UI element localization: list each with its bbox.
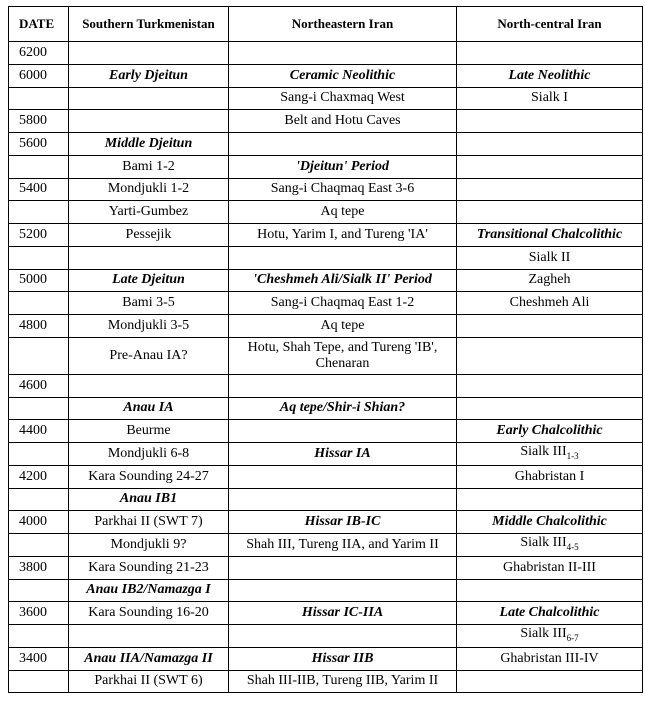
table-row: [9, 488, 643, 511]
southern-turkmenistan-cell-text: Middle Djeitun: [104, 135, 193, 151]
date-cell-text: 4000: [19, 514, 47, 530]
southern-turkmenistan-cell: [69, 337, 229, 374]
date-cell: [9, 110, 69, 133]
north-central-iran-cell: [457, 155, 643, 178]
northeastern-iran-cell: [229, 87, 457, 110]
northeastern-iran-cell: [229, 625, 457, 648]
north-central-iran-cell-text: Sialk III: [520, 625, 567, 641]
table-row: [9, 420, 643, 443]
southern-turkmenistan-cell-text: Anau IB1: [119, 491, 178, 507]
north-central-iran-cell: [457, 269, 643, 292]
date-cell: [9, 178, 69, 201]
northeastern-iran-cell-text: 'Cheshmeh Ali/Sialk II' Period: [253, 272, 432, 288]
southern-turkmenistan-cell: [69, 110, 229, 133]
southern-turkmenistan-cell-text: Mondjukli 3-5: [107, 317, 190, 333]
southern-turkmenistan-cell-text: Anau IIA/Namazga II: [84, 650, 213, 666]
northeastern-iran-cell: [229, 397, 457, 420]
southern-turkmenistan-cell: [69, 488, 229, 511]
north-central-iran-cell-text: Late Chalcolithic: [499, 605, 600, 621]
chronology-table: [8, 6, 643, 693]
table-row: [9, 155, 643, 178]
northeastern-iran-cell: [229, 647, 457, 670]
northeastern-iran-cell: [229, 133, 457, 156]
date-cell-text: 3800: [19, 559, 47, 575]
southern-turkmenistan-cell: [69, 133, 229, 156]
date-cell-text: 5200: [19, 226, 47, 242]
southern-turkmenistan-cell-text: Anau IA: [123, 400, 174, 416]
date-cell: [9, 42, 69, 65]
northeastern-iran-cell: [229, 64, 457, 87]
table-row: [9, 42, 643, 65]
northeastern-iran-cell: [229, 201, 457, 224]
northeastern-iran-cell: [229, 511, 457, 534]
northeastern-iran-cell: [229, 602, 457, 625]
southern-turkmenistan-cell: [69, 602, 229, 625]
table-row: [9, 443, 643, 466]
southern-turkmenistan-cell: [69, 465, 229, 488]
table-row: [9, 602, 643, 625]
date-cell: [9, 670, 69, 693]
north-central-iran-cell: [457, 337, 643, 374]
southern-turkmenistan-cell-text: Parkhai II (SWT 7): [94, 514, 203, 530]
table-row: [9, 556, 643, 579]
date-cell: [9, 488, 69, 511]
northeastern-iran-cell: [229, 42, 457, 65]
date-cell: [9, 647, 69, 670]
northeastern-iran-cell: [229, 315, 457, 338]
north-central-iran-cell: [457, 178, 643, 201]
table-row: [9, 110, 643, 133]
table-row: [9, 465, 643, 488]
north-central-iran-cell: [457, 465, 643, 488]
date-cell: [9, 133, 69, 156]
header-north-central-iran: North-central Iran: [457, 7, 643, 42]
northeastern-iran-cell: [229, 488, 457, 511]
southern-turkmenistan-cell-text: Pessejik: [125, 226, 172, 242]
table-row: [9, 337, 643, 374]
north-central-iran-cell-text: Transitional Chalcolithic: [476, 226, 623, 242]
north-central-iran-cell: [457, 625, 643, 648]
date-cell: [9, 534, 69, 557]
northeastern-iran-cell: [229, 465, 457, 488]
northeastern-iran-cell: [229, 374, 457, 397]
table-row: [9, 246, 643, 269]
northeastern-iran-cell-text: Shah III-IIB, Tureng IIB, Yarim II: [246, 673, 439, 689]
northeastern-iran-cell: [229, 292, 457, 315]
date-cell-text: 6200: [19, 44, 47, 60]
table-row: [9, 201, 643, 224]
northeastern-iran-cell-text: Sang-i Chaqmaq East 3-6: [270, 181, 415, 197]
northeastern-iran-cell-text: Hotu, Shah Tepe, and Tureng 'IB', Chenaran: [247, 339, 438, 371]
north-central-iran-cell: [457, 397, 643, 420]
date-cell-text: 4400: [19, 423, 47, 439]
north-central-iran-cell: [457, 534, 643, 557]
southern-turkmenistan-cell-text: Bami 3-5: [122, 295, 175, 311]
date-cell: [9, 374, 69, 397]
date-cell: [9, 579, 69, 602]
southern-turkmenistan-cell-text: Mondjukli 1-2: [107, 181, 190, 197]
northeastern-iran-cell-text: Aq tepe/Shir-i Shian?: [279, 400, 406, 416]
date-cell-text: 5400: [19, 181, 47, 197]
north-central-iran-cell: [457, 133, 643, 156]
southern-turkmenistan-cell-text: Mondjukli 6-8: [107, 445, 190, 461]
northeastern-iran-cell: [229, 534, 457, 557]
date-cell-text: 5600: [19, 135, 47, 151]
date-cell-text: 6000: [19, 67, 47, 83]
southern-turkmenistan-cell: [69, 224, 229, 247]
table-body: [9, 42, 643, 693]
table-row: [9, 647, 643, 670]
north-central-iran-cell-subscript: 1-3: [566, 450, 579, 461]
north-central-iran-cell-text: Ghabristan III-IV: [500, 650, 599, 666]
table-row: [9, 87, 643, 110]
southern-turkmenistan-cell-text: Kara Sounding 24-27: [88, 468, 209, 484]
northeastern-iran-cell: [229, 670, 457, 693]
southern-turkmenistan-cell: [69, 556, 229, 579]
northeastern-iran-cell-text: 'Djeitun' Period: [296, 158, 389, 174]
northeastern-iran-cell: [229, 224, 457, 247]
northeastern-iran-cell: [229, 337, 457, 374]
north-central-iran-cell-text: Middle Chalcolithic: [492, 514, 607, 530]
southern-turkmenistan-cell-text: Kara Sounding 16-20: [88, 605, 209, 621]
northeastern-iran-cell-text: Hissar IA: [314, 445, 371, 461]
north-central-iran-cell-text: Sialk II: [528, 249, 571, 265]
southern-turkmenistan-cell: [69, 511, 229, 534]
north-central-iran-cell: [457, 670, 643, 693]
north-central-iran-cell: [457, 292, 643, 315]
header-southern-turkmenistan: Southern Turkmenistan: [69, 7, 229, 42]
southern-turkmenistan-cell: [69, 42, 229, 65]
north-central-iran-cell: [457, 246, 643, 269]
date-cell: [9, 625, 69, 648]
date-cell-text: 5800: [19, 113, 47, 129]
table-row: [9, 397, 643, 420]
table-row: [9, 64, 643, 87]
northeastern-iran-cell: [229, 246, 457, 269]
table-row: [9, 178, 643, 201]
date-cell: [9, 602, 69, 625]
southern-turkmenistan-cell-text: Late Djeitun: [112, 272, 185, 288]
southern-turkmenistan-cell: [69, 625, 229, 648]
date-cell: [9, 465, 69, 488]
date-cell-text: 4600: [19, 377, 47, 393]
north-central-iran-cell: [457, 42, 643, 65]
north-central-iran-cell: [457, 647, 643, 670]
date-cell: [9, 64, 69, 87]
table-row: [9, 315, 643, 338]
north-central-iran-cell-text: Late Neolithic: [508, 67, 591, 83]
southern-turkmenistan-cell: [69, 443, 229, 466]
date-cell: [9, 246, 69, 269]
north-central-iran-cell: [457, 443, 643, 466]
date-cell: [9, 87, 69, 110]
date-cell: [9, 511, 69, 534]
southern-turkmenistan-cell-text: Parkhai II (SWT 6): [94, 673, 203, 689]
north-central-iran-cell: [457, 420, 643, 443]
table-row: [9, 670, 643, 693]
northeastern-iran-cell: [229, 579, 457, 602]
northeastern-iran-cell: [229, 178, 457, 201]
north-central-iran-cell: [457, 579, 643, 602]
date-cell: [9, 556, 69, 579]
date-cell-text: 4800: [19, 317, 47, 333]
date-cell: [9, 315, 69, 338]
table-row: [9, 511, 643, 534]
table-row: [9, 269, 643, 292]
southern-turkmenistan-cell-text: Pre-Anau IA?: [109, 347, 188, 363]
date-cell: [9, 337, 69, 374]
table-row: [9, 625, 643, 648]
north-central-iran-cell: [457, 488, 643, 511]
southern-turkmenistan-cell: [69, 420, 229, 443]
northeastern-iran-cell-text: Aq tepe: [320, 317, 365, 333]
table-row: [9, 133, 643, 156]
north-central-iran-cell: [457, 315, 643, 338]
northeastern-iran-cell: [229, 443, 457, 466]
date-cell: [9, 397, 69, 420]
southern-turkmenistan-cell: [69, 87, 229, 110]
north-central-iran-cell-text: Sialk III: [520, 534, 567, 550]
header-date: DATE: [9, 7, 69, 42]
north-central-iran-cell-text: Zagheh: [528, 272, 571, 288]
northeastern-iran-cell-text: Ceramic Neolithic: [289, 67, 396, 83]
southern-turkmenistan-cell: [69, 579, 229, 602]
north-central-iran-cell: [457, 224, 643, 247]
southern-turkmenistan-cell: [69, 246, 229, 269]
table-row: [9, 374, 643, 397]
north-central-iran-cell: [457, 110, 643, 133]
southern-turkmenistan-cell: [69, 374, 229, 397]
southern-turkmenistan-cell-text: Kara Sounding 21-23: [88, 559, 209, 575]
southern-turkmenistan-cell-text: Bami 1-2: [122, 158, 175, 174]
north-central-iran-cell-text: Sialk III: [520, 443, 567, 459]
southern-turkmenistan-cell-text: Mondjukli 9?: [110, 536, 187, 552]
north-central-iran-cell-text: Ghabristan II-III: [503, 559, 596, 575]
northeastern-iran-cell-text: Hissar IC-IIA: [301, 605, 384, 621]
north-central-iran-cell: [457, 201, 643, 224]
north-central-iran-cell-text: Ghabristan I: [514, 468, 585, 484]
north-central-iran-cell: [457, 374, 643, 397]
southern-turkmenistan-cell: [69, 292, 229, 315]
northeastern-iran-cell: [229, 420, 457, 443]
southern-turkmenistan-cell-text: Anau IB2/Namazga I: [86, 582, 211, 598]
table-row: [9, 534, 643, 557]
northeastern-iran-cell-text: Shah III, Tureng IIA, and Yarim II: [246, 536, 439, 552]
north-central-iran-cell: [457, 64, 643, 87]
northeastern-iran-cell-text: Hotu, Yarim I, and Tureng 'IA': [257, 226, 428, 242]
northeastern-iran-cell-text: Belt and Hotu Caves: [284, 113, 401, 129]
southern-turkmenistan-cell: [69, 397, 229, 420]
southern-turkmenistan-cell: [69, 315, 229, 338]
north-central-iran-cell: [457, 87, 643, 110]
southern-turkmenistan-cell-text: Yarti-Gumbez: [108, 204, 189, 220]
northeastern-iran-cell: [229, 110, 457, 133]
southern-turkmenistan-cell-text: Beurme: [126, 423, 171, 439]
northeastern-iran-cell: [229, 269, 457, 292]
table-row: [9, 292, 643, 315]
north-central-iran-cell-subscript: 6-7: [566, 632, 579, 643]
date-cell-text: 3600: [19, 605, 47, 621]
southern-turkmenistan-cell: [69, 670, 229, 693]
table-row: [9, 579, 643, 602]
north-central-iran-cell-subscript: 4-5: [566, 541, 579, 552]
southern-turkmenistan-cell: [69, 647, 229, 670]
header-northeastern-iran: Northeastern Iran: [229, 7, 457, 42]
north-central-iran-cell: [457, 602, 643, 625]
date-cell: [9, 292, 69, 315]
southern-turkmenistan-cell: [69, 64, 229, 87]
southern-turkmenistan-cell: [69, 201, 229, 224]
northeastern-iran-cell-text: Hissar IIB: [311, 650, 374, 666]
northeastern-iran-cell: [229, 155, 457, 178]
date-cell: [9, 224, 69, 247]
northeastern-iran-cell-text: Aq tepe: [320, 204, 365, 220]
southern-turkmenistan-cell: [69, 178, 229, 201]
chronology-table-container: [8, 6, 643, 693]
date-cell: [9, 420, 69, 443]
northeastern-iran-cell-text: Hissar IB-IC: [304, 514, 381, 530]
northeastern-iran-cell-text: Sang-i Chaqmaq East 1-2: [270, 295, 415, 311]
date-cell: [9, 155, 69, 178]
northeastern-iran-cell-text: Sang-i Chaxmaq West: [280, 90, 405, 106]
southern-turkmenistan-cell-text: Early Djeitun: [109, 67, 188, 83]
date-cell-text: 3400: [19, 650, 47, 666]
date-cell: [9, 443, 69, 466]
southern-turkmenistan-cell: [69, 269, 229, 292]
date-cell: [9, 269, 69, 292]
table-row: [9, 224, 643, 247]
northeastern-iran-cell: [229, 556, 457, 579]
date-cell: [9, 201, 69, 224]
southern-turkmenistan-cell: [69, 155, 229, 178]
header-row: [9, 7, 643, 42]
north-central-iran-cell: [457, 511, 643, 534]
southern-turkmenistan-cell: [69, 534, 229, 557]
north-central-iran-cell-text: Sialk I: [531, 90, 568, 106]
north-central-iran-cell: [457, 556, 643, 579]
north-central-iran-cell-text: Cheshmeh Ali: [509, 295, 590, 311]
date-cell-text: 5000: [19, 272, 47, 288]
date-cell-text: 4200: [19, 468, 47, 484]
north-central-iran-cell-text: Early Chalcolithic: [496, 423, 603, 439]
